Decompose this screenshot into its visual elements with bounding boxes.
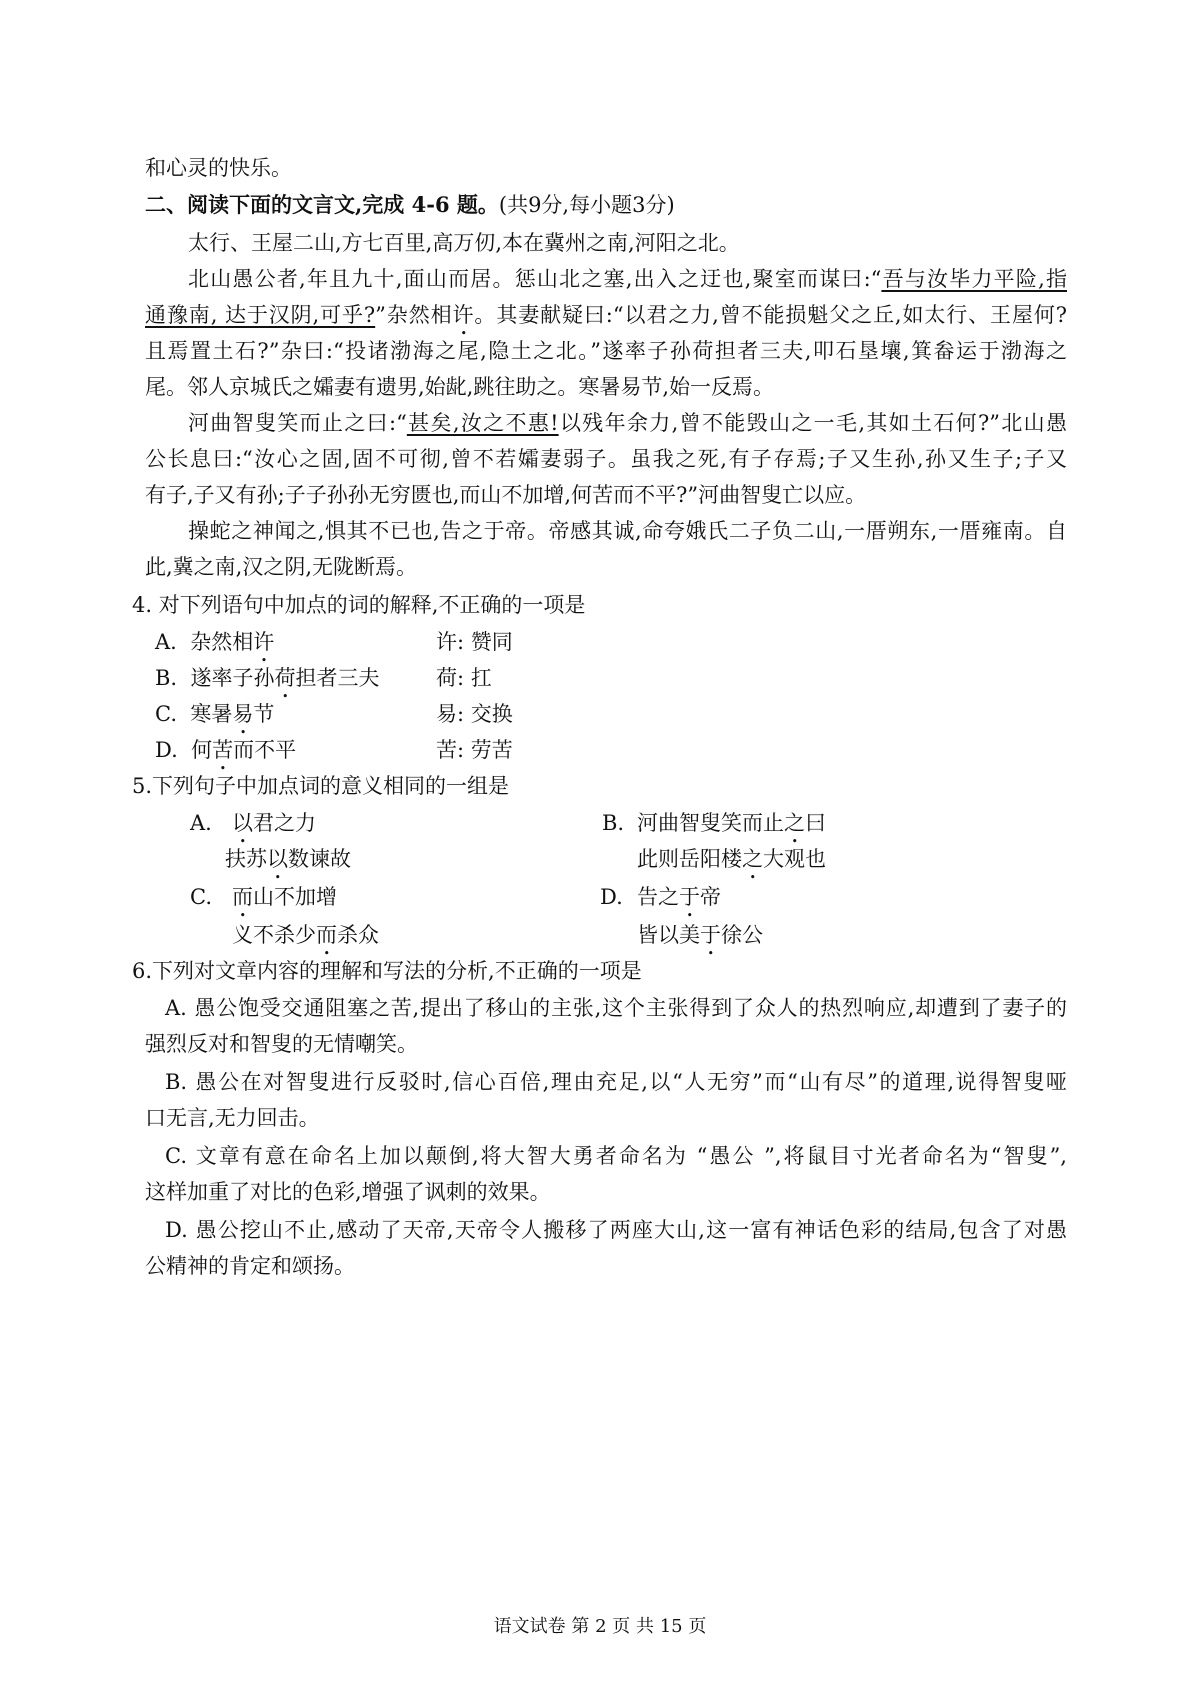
option-letter: B. (155, 666, 178, 690)
q5-option-d-line-2 (637, 920, 763, 960)
option-text: 而不平 (233, 738, 297, 762)
passage-paragraph-4-line-2: 此,冀之南,汉之阴,无陇断焉。 (145, 555, 418, 579)
q6-option-c-line-1: C. 文章有意在命名上加以颠倒,将大智大勇者命名为 “愚公 ”,将鼠目寸光者命名为“智叟”, (165, 1144, 1067, 1168)
option-text: 数谏故 (288, 847, 351, 871)
dotted-word: 之 (742, 847, 763, 871)
q4-option-b (155, 663, 379, 703)
passage-paragraph-2-line-1 (188, 264, 1067, 294)
q6-option-a-line-2: 强烈反对和智叟的无情嘲笑。 (145, 1032, 418, 1056)
passage-paragraph-2-line-2 (145, 300, 1067, 340)
page-footer: 语文试卷 第 2 页 共 15 页 (493, 1616, 707, 1637)
q6-option-d-line-1: D. 愚公挖山不止,感动了天帝,天帝令人搬移了两座大山,这一富有神话色彩的结局,包含了对愚 (165, 1218, 1067, 1242)
passage-text: 。其妻献疑曰:“以君之力,曾不能损魁父之丘,如太行、王屋何? (474, 303, 1067, 327)
option-letter: C. (155, 702, 177, 726)
q4-option-b-gloss: 荷: 扛 (436, 666, 492, 690)
q5-option-b-line-1 (637, 808, 826, 848)
q5-option-a-line-1 (232, 808, 316, 848)
q6-option-d-line-2: 公精神的肯定和颂扬。 (145, 1254, 355, 1278)
option-text: 山不加增 (253, 885, 337, 909)
underlined-sentence: 通豫南, 达于汉阴,可乎? (145, 303, 376, 327)
question-4-stem: 4. 对下列语句中加点的词的解释,不正确的一项是 (132, 593, 586, 617)
option-text: 皆以美 (637, 923, 700, 947)
passage-paragraph-3-line-3: 有子,子又有孙;子子孙孙无穷匮也,而山不加增,何苦而不平?”河曲智叟亡以应。 (145, 483, 867, 507)
section-note: (共9分,每小题3分) (498, 193, 675, 217)
question-6-stem: 6.下列对文章内容的理解和写法的分析,不正确的一项是 (132, 959, 642, 983)
dotted-word: 以 (267, 847, 288, 871)
option-text: 君之力 (253, 811, 316, 835)
option-text: 杂然相 (190, 630, 254, 654)
option-text: 扶苏 (225, 847, 267, 871)
passage-paragraph-1: 太行、王屋二山,方七百里,高万仞,本在冀州之南,河阳之北。 (188, 231, 740, 255)
q6-option-b-line-1: B. 愚公在对智叟进行反驳时,信心百倍,理由充足,以“人无穷”而“山有尽”的道理,说得智叟哑 (165, 1070, 1067, 1094)
q5-option-b-letter: B. (602, 811, 625, 835)
q4-option-d-gloss: 苦: 劳苦 (436, 738, 513, 762)
option-text: 义不杀少 (232, 923, 316, 947)
question-5-stem: 5.下列句子中加点词的意义相同的一组是 (132, 774, 510, 798)
passage-text: 以残年余力,曾不能毁山之一毛,其如土石何?”北山愚 (558, 411, 1067, 435)
q6-option-a-line-1: A. 愚公饱受交通阻塞之苦,提出了移山的主张,这个主张得到了众人的热烈响应,却遭到了妻子的 (165, 996, 1067, 1020)
passage-paragraph-2-line-4: 尾。邻人京城氏之孀妻有遗男,始龀,跳往助之。寒暑易节,始一反焉。 (145, 375, 775, 399)
option-text: 徐公 (721, 923, 763, 947)
q5-option-a-letter: A. (190, 811, 212, 835)
dotted-word: 而 (316, 923, 337, 947)
dotted-word: 之 (784, 811, 805, 835)
option-text: 遂率子孙 (190, 666, 275, 690)
passage-paragraph-4-line-1: 操蛇之神闻之,惧其不已也,告之于帝。帝感其诚,命夸娥氏二子负二山,一厝朔东,一厝雍南。自 (188, 519, 1067, 543)
option-text: 帝 (700, 885, 721, 909)
dotted-word: 于 (700, 923, 721, 947)
q5-option-d-letter: D. (600, 885, 623, 909)
q5-option-b-line-2 (637, 844, 826, 884)
dotted-word: 苦 (212, 738, 234, 762)
intro-tail: 和心灵的快乐。 (145, 156, 292, 180)
q5-option-c-line-2 (232, 920, 379, 960)
section-heading (145, 190, 675, 220)
option-text: 曰 (805, 811, 826, 835)
q4-option-d (155, 735, 296, 775)
q5-option-c-line-1 (232, 882, 337, 922)
passage-text: 北山愚公者,年且九十,面山而居。惩山北之塞,出入之迂也,聚室而谋曰:“ (188, 267, 882, 291)
passage-paragraph-3-line-2: 公长息曰:“汝心之固,固不可彻,曾不若孀妻弱子。虽我之死,有子存焉;子又生孙,孙又生子;子又 (145, 447, 1067, 471)
dotted-word: 许 (452, 303, 475, 327)
q6-option-c-line-2: 这样加重了对比的色彩,增强了讽刺的效果。 (145, 1180, 551, 1204)
underlined-sentence: 吾与汝毕力平险,指 (881, 267, 1067, 291)
option-text: 节 (253, 702, 275, 726)
option-text: 何 (191, 738, 213, 762)
underlined-sentence: 甚矣,汝之不惠! (406, 411, 559, 435)
passage-paragraph-3-line-1 (188, 408, 1067, 438)
dotted-word: 易 (232, 702, 254, 726)
option-text: 寒暑 (190, 702, 233, 726)
q5-option-c-letter: C. (190, 885, 212, 909)
dotted-word: 而 (232, 885, 253, 909)
q4-option-a (155, 627, 274, 667)
option-text: 担者三夫 (295, 666, 380, 690)
passage-paragraph-2-line-3: 且焉置土石?”杂曰:“投诸渤海之尾,隐土之北。”遂率子孙荷担者三夫,叩石垦壤,箕畚运于渤海之 (145, 339, 1067, 363)
dotted-word: 荷 (274, 666, 296, 690)
q6-option-b-line-2: 口无言,无力回击。 (145, 1106, 320, 1130)
dotted-word: 于 (679, 885, 700, 909)
option-text: 大观也 (763, 847, 826, 871)
option-letter: A. (155, 630, 177, 654)
option-text: 杀众 (337, 923, 379, 947)
option-letter: D. (155, 738, 178, 762)
q4-option-c-gloss: 易: 交换 (436, 702, 513, 726)
dotted-word: 以 (232, 811, 253, 835)
option-text: 此则岳阳楼 (637, 847, 742, 871)
passage-text: 河曲智叟笑而止之曰:“ (188, 411, 407, 435)
section-title: 二、阅读下面的文言文,完成 4-6 题。 (145, 192, 499, 217)
q4-option-c (155, 699, 274, 739)
passage-text: ”杂然相 (375, 303, 453, 327)
q4-option-a-gloss: 许: 赞同 (436, 630, 513, 654)
option-text: 河曲智叟笑而止 (637, 811, 784, 835)
q5-option-d-line-1 (637, 882, 721, 922)
q5-option-a-line-2 (225, 844, 351, 884)
dotted-word: 许 (253, 630, 275, 654)
option-text: 告之 (637, 885, 679, 909)
